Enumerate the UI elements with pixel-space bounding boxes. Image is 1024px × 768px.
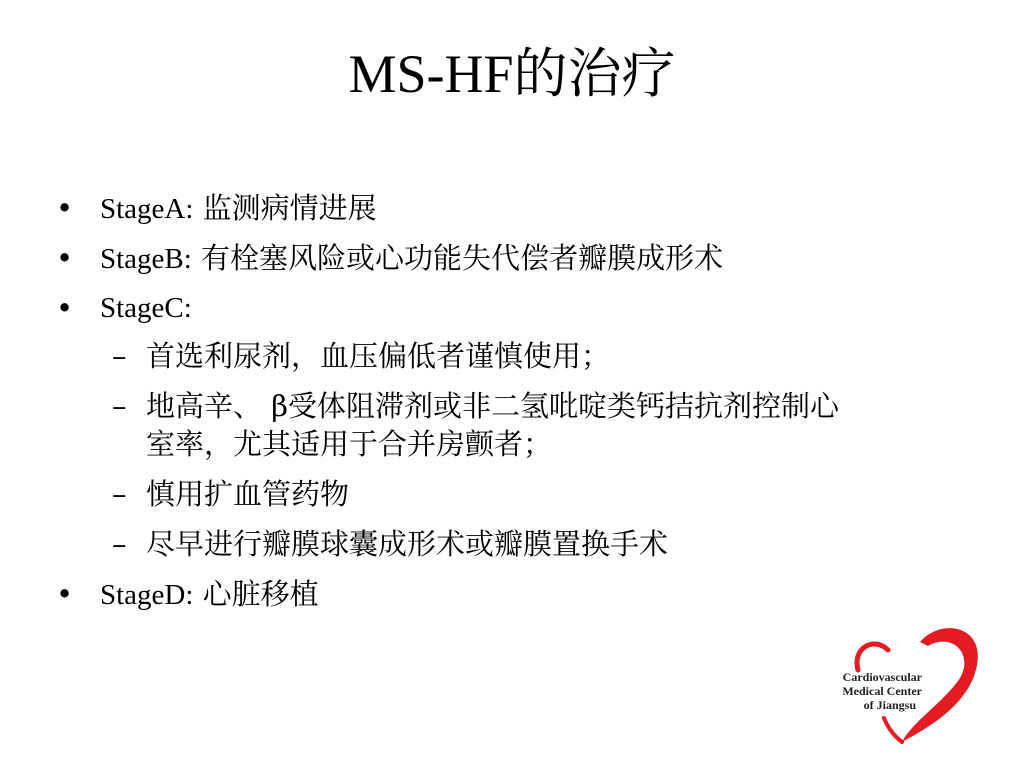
slide-title: MS-HF的治疗	[348, 44, 676, 104]
stage-c-sub-4: 尽早进行瓣膜球囊成形术或瓣膜置换手术	[146, 527, 669, 561]
logo-text-line-3: of Jiangsu	[863, 698, 916, 712]
bullet-marker: •	[56, 241, 74, 275]
bullet-marker: •	[56, 291, 74, 325]
logo-text-line-1: Cardiovascular	[842, 670, 922, 684]
stage-c-label: StageC:	[100, 292, 192, 324]
dash-marker: –	[112, 339, 127, 373]
cardiovascular-center-logo	[824, 618, 984, 748]
stage-a-line	[100, 188, 377, 229]
stage-c-sub-2: 地高辛、 β受体阻滞剂或非二氢吡啶类钙拮抗剂控制心	[146, 389, 839, 423]
stage-d-line	[100, 574, 319, 615]
stage-b-label: StageB:	[100, 243, 192, 275]
stage-c-sub-1: 首选利尿剂，血压偏低者谨慎使用；	[146, 339, 611, 373]
bullet-marker: •	[56, 577, 74, 611]
stage-b-line	[100, 238, 723, 279]
logo-text-line-2: Medical Center	[842, 684, 922, 698]
stage-c-sub-2-cont: 室率，尤其适用于合并房颤者；	[146, 427, 553, 461]
stage-c-sub-3: 慎用扩血管药物	[146, 477, 350, 511]
stage-d-label: StageD:	[100, 579, 194, 611]
dash-marker: –	[112, 389, 127, 423]
dash-marker: –	[112, 477, 127, 511]
bullet-marker: •	[56, 191, 74, 225]
stage-b-text: 有栓塞风险或心功能失代偿者瓣膜成形术	[191, 241, 724, 275]
stage-a-text: 监测病情进展	[193, 191, 377, 225]
stage-a-label: StageA:	[100, 193, 194, 225]
dash-marker: –	[112, 527, 127, 561]
stage-d-text: 心脏移植	[193, 577, 319, 611]
